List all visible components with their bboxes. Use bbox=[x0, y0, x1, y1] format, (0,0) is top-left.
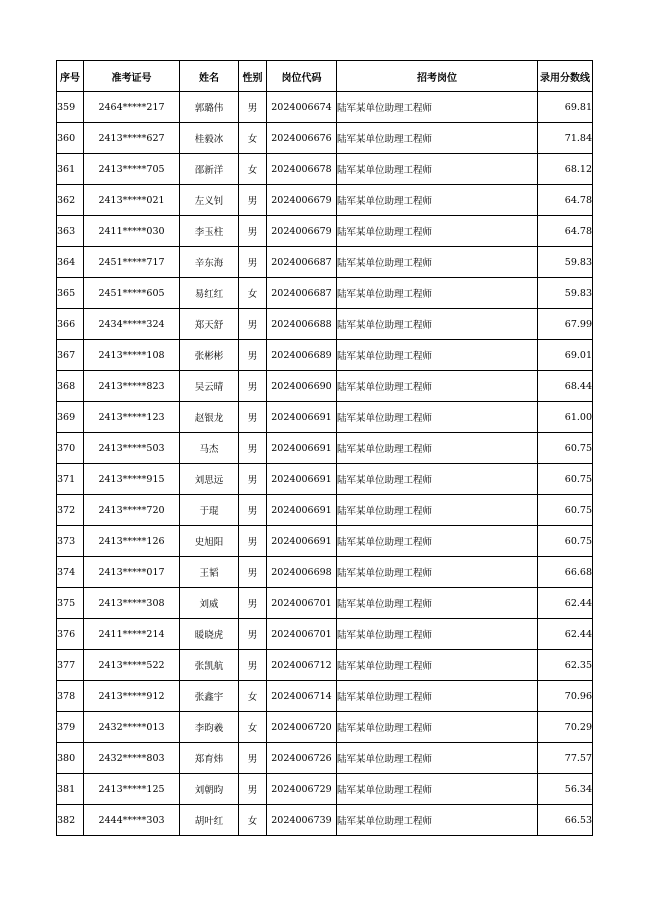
cell-position-code: 2024006679 bbox=[267, 185, 337, 216]
cell-candidate-id: 2411*****214 bbox=[84, 619, 180, 650]
cell-position: 陆军某单位助理工程师 bbox=[337, 154, 538, 185]
table-row bbox=[57, 526, 593, 557]
cell-index: 374 bbox=[57, 557, 84, 588]
cell-score: 62.35 bbox=[538, 650, 593, 681]
cell-gender: 女 bbox=[239, 805, 267, 836]
cell-candidate-id: 2411*****030 bbox=[84, 216, 180, 247]
table-row bbox=[57, 154, 593, 185]
cell-gender: 男 bbox=[239, 371, 267, 402]
cell-name: 郭璐伟 bbox=[180, 92, 239, 123]
cell-gender: 男 bbox=[239, 464, 267, 495]
cell-position: 陆军某单位助理工程师 bbox=[337, 743, 538, 774]
cell-candidate-id: 2434*****324 bbox=[84, 309, 180, 340]
table-row bbox=[57, 681, 593, 712]
cell-gender: 男 bbox=[239, 588, 267, 619]
table-row bbox=[57, 247, 593, 278]
cell-position-code: 2024006714 bbox=[267, 681, 337, 712]
header-position: 招考岗位 bbox=[337, 61, 538, 92]
cell-index: 360 bbox=[57, 123, 84, 154]
cell-score: 61.00 bbox=[538, 402, 593, 433]
cell-position-code: 2024006689 bbox=[267, 340, 337, 371]
cell-gender: 男 bbox=[239, 557, 267, 588]
cell-position-code: 2024006674 bbox=[267, 92, 337, 123]
cell-name: 赵银龙 bbox=[180, 402, 239, 433]
cell-name: 李昀羲 bbox=[180, 712, 239, 743]
table-row bbox=[57, 185, 593, 216]
header-position-code: 岗位代码 bbox=[267, 61, 337, 92]
cell-index: 373 bbox=[57, 526, 84, 557]
table-row bbox=[57, 340, 593, 371]
cell-name: 暖晓虎 bbox=[180, 619, 239, 650]
cell-gender: 男 bbox=[239, 495, 267, 526]
cell-gender: 男 bbox=[239, 743, 267, 774]
cell-candidate-id: 2413*****125 bbox=[84, 774, 180, 805]
cell-candidate-id: 2464*****217 bbox=[84, 92, 180, 123]
cell-candidate-id: 2444*****303 bbox=[84, 805, 180, 836]
header-index: 序号 bbox=[57, 61, 84, 92]
cell-index: 377 bbox=[57, 650, 84, 681]
cell-candidate-id: 2413*****123 bbox=[84, 402, 180, 433]
cell-score: 66.53 bbox=[538, 805, 593, 836]
cell-name: 桂毅冰 bbox=[180, 123, 239, 154]
cell-position: 陆军某单位助理工程师 bbox=[337, 402, 538, 433]
cell-position: 陆军某单位助理工程师 bbox=[337, 495, 538, 526]
cell-score: 59.83 bbox=[538, 278, 593, 309]
cell-index: 372 bbox=[57, 495, 84, 526]
cell-name: 刘思远 bbox=[180, 464, 239, 495]
cell-gender: 男 bbox=[239, 247, 267, 278]
cell-name: 张彬彬 bbox=[180, 340, 239, 371]
cell-gender: 女 bbox=[239, 681, 267, 712]
cell-position-code: 2024006729 bbox=[267, 774, 337, 805]
cell-gender: 男 bbox=[239, 309, 267, 340]
cell-index: 359 bbox=[57, 92, 84, 123]
cell-position: 陆军某单位助理工程师 bbox=[337, 619, 538, 650]
table-row bbox=[57, 433, 593, 464]
cell-score: 64.78 bbox=[538, 216, 593, 247]
table-row bbox=[57, 402, 593, 433]
cell-position: 陆军某单位助理工程师 bbox=[337, 464, 538, 495]
cell-candidate-id: 2413*****705 bbox=[84, 154, 180, 185]
cell-position-code: 2024006690 bbox=[267, 371, 337, 402]
cell-position: 陆军某单位助理工程师 bbox=[337, 340, 538, 371]
cell-score: 62.44 bbox=[538, 588, 593, 619]
cell-position-code: 2024006739 bbox=[267, 805, 337, 836]
cell-name: 刘威 bbox=[180, 588, 239, 619]
cell-name: 邵新洋 bbox=[180, 154, 239, 185]
cell-score: 69.01 bbox=[538, 340, 593, 371]
cell-score: 60.75 bbox=[538, 495, 593, 526]
cell-candidate-id: 2413*****021 bbox=[84, 185, 180, 216]
cell-candidate-id: 2413*****503 bbox=[84, 433, 180, 464]
cell-score: 68.12 bbox=[538, 154, 593, 185]
cell-index: 375 bbox=[57, 588, 84, 619]
table-row bbox=[57, 805, 593, 836]
cell-candidate-id: 2413*****126 bbox=[84, 526, 180, 557]
cell-gender: 男 bbox=[239, 619, 267, 650]
cell-index: 369 bbox=[57, 402, 84, 433]
cell-index: 367 bbox=[57, 340, 84, 371]
cell-index: 364 bbox=[57, 247, 84, 278]
cell-position: 陆军某单位助理工程师 bbox=[337, 371, 538, 402]
cell-position-code: 2024006701 bbox=[267, 619, 337, 650]
cell-name: 郑天舒 bbox=[180, 309, 239, 340]
cell-name: 史旭阳 bbox=[180, 526, 239, 557]
cell-gender: 男 bbox=[239, 774, 267, 805]
cell-name: 胡叶红 bbox=[180, 805, 239, 836]
cell-name: 刘朝昀 bbox=[180, 774, 239, 805]
cell-candidate-id: 2413*****308 bbox=[84, 588, 180, 619]
cell-position: 陆军某单位助理工程师 bbox=[337, 216, 538, 247]
cell-candidate-id: 2451*****717 bbox=[84, 247, 180, 278]
cell-candidate-id: 2413*****823 bbox=[84, 371, 180, 402]
table-row bbox=[57, 557, 593, 588]
cell-position: 陆军某单位助理工程师 bbox=[337, 681, 538, 712]
table-row bbox=[57, 92, 593, 123]
cell-position: 陆军某单位助理工程师 bbox=[337, 588, 538, 619]
cell-position: 陆军某单位助理工程师 bbox=[337, 278, 538, 309]
cell-position: 陆军某单位助理工程师 bbox=[337, 433, 538, 464]
cell-candidate-id: 2432*****013 bbox=[84, 712, 180, 743]
cell-name: 易红红 bbox=[180, 278, 239, 309]
cell-position-code: 2024006676 bbox=[267, 123, 337, 154]
cell-score: 77.57 bbox=[538, 743, 593, 774]
cell-score: 56.34 bbox=[538, 774, 593, 805]
cell-score: 60.75 bbox=[538, 433, 593, 464]
cell-position-code: 2024006691 bbox=[267, 402, 337, 433]
cell-index: 361 bbox=[57, 154, 84, 185]
cell-gender: 女 bbox=[239, 712, 267, 743]
cell-score: 60.75 bbox=[538, 526, 593, 557]
cell-position-code: 2024006698 bbox=[267, 557, 337, 588]
cell-position: 陆军某单位助理工程师 bbox=[337, 774, 538, 805]
cell-score: 70.29 bbox=[538, 712, 593, 743]
cell-position: 陆军某单位助理工程师 bbox=[337, 712, 538, 743]
cell-score: 68.44 bbox=[538, 371, 593, 402]
table-row bbox=[57, 712, 593, 743]
cell-position: 陆军某单位助理工程师 bbox=[337, 247, 538, 278]
table-row bbox=[57, 774, 593, 805]
table-row bbox=[57, 495, 593, 526]
cell-candidate-id: 2432*****803 bbox=[84, 743, 180, 774]
cell-index: 362 bbox=[57, 185, 84, 216]
cell-candidate-id: 2451*****605 bbox=[84, 278, 180, 309]
cell-index: 382 bbox=[57, 805, 84, 836]
cell-score: 67.99 bbox=[538, 309, 593, 340]
cell-position-code: 2024006712 bbox=[267, 650, 337, 681]
cell-index: 380 bbox=[57, 743, 84, 774]
cell-position: 陆军某单位助理工程师 bbox=[337, 650, 538, 681]
cell-position-code: 2024006691 bbox=[267, 526, 337, 557]
table-header-row bbox=[57, 61, 593, 92]
cell-position-code: 2024006720 bbox=[267, 712, 337, 743]
cell-index: 363 bbox=[57, 216, 84, 247]
cell-position: 陆军某单位助理工程师 bbox=[337, 123, 538, 154]
cell-candidate-id: 2413*****017 bbox=[84, 557, 180, 588]
header-score: 录用分数线 bbox=[538, 61, 593, 92]
cell-candidate-id: 2413*****915 bbox=[84, 464, 180, 495]
table-row bbox=[57, 650, 593, 681]
table-row bbox=[57, 309, 593, 340]
cell-candidate-id: 2413*****108 bbox=[84, 340, 180, 371]
cell-name: 张鑫宇 bbox=[180, 681, 239, 712]
cell-index: 370 bbox=[57, 433, 84, 464]
table-row bbox=[57, 216, 593, 247]
cell-position-code: 2024006687 bbox=[267, 247, 337, 278]
table-row bbox=[57, 588, 593, 619]
cell-position: 陆军某单位助理工程师 bbox=[337, 526, 538, 557]
cell-candidate-id: 2413*****912 bbox=[84, 681, 180, 712]
cell-position-code: 2024006679 bbox=[267, 216, 337, 247]
cell-index: 368 bbox=[57, 371, 84, 402]
cell-position: 陆军某单位助理工程师 bbox=[337, 185, 538, 216]
cell-name: 辛东海 bbox=[180, 247, 239, 278]
cell-score: 64.78 bbox=[538, 185, 593, 216]
cell-position-code: 2024006687 bbox=[267, 278, 337, 309]
cell-index: 365 bbox=[57, 278, 84, 309]
cell-name: 王韬 bbox=[180, 557, 239, 588]
cell-gender: 男 bbox=[239, 340, 267, 371]
results-table bbox=[56, 60, 593, 836]
cell-candidate-id: 2413*****627 bbox=[84, 123, 180, 154]
cell-name: 李玉柱 bbox=[180, 216, 239, 247]
cell-position: 陆军某单位助理工程师 bbox=[337, 557, 538, 588]
cell-position-code: 2024006691 bbox=[267, 495, 337, 526]
cell-index: 371 bbox=[57, 464, 84, 495]
cell-name: 吴云晴 bbox=[180, 371, 239, 402]
table-row bbox=[57, 619, 593, 650]
cell-score: 71.84 bbox=[538, 123, 593, 154]
cell-gender: 男 bbox=[239, 402, 267, 433]
cell-index: 366 bbox=[57, 309, 84, 340]
cell-index: 378 bbox=[57, 681, 84, 712]
cell-position-code: 2024006678 bbox=[267, 154, 337, 185]
cell-name: 张凯航 bbox=[180, 650, 239, 681]
cell-score: 69.81 bbox=[538, 92, 593, 123]
table-row bbox=[57, 278, 593, 309]
cell-name: 马杰 bbox=[180, 433, 239, 464]
table-row bbox=[57, 743, 593, 774]
cell-position-code: 2024006691 bbox=[267, 464, 337, 495]
table-row bbox=[57, 464, 593, 495]
cell-score: 66.68 bbox=[538, 557, 593, 588]
cell-score: 62.44 bbox=[538, 619, 593, 650]
cell-position-code: 2024006726 bbox=[267, 743, 337, 774]
cell-score: 60.75 bbox=[538, 464, 593, 495]
cell-gender: 男 bbox=[239, 433, 267, 464]
cell-score: 59.83 bbox=[538, 247, 593, 278]
cell-gender: 男 bbox=[239, 92, 267, 123]
cell-gender: 男 bbox=[239, 185, 267, 216]
cell-position: 陆军某单位助理工程师 bbox=[337, 92, 538, 123]
cell-index: 379 bbox=[57, 712, 84, 743]
cell-name: 左义钊 bbox=[180, 185, 239, 216]
cell-gender: 男 bbox=[239, 526, 267, 557]
cell-gender: 女 bbox=[239, 278, 267, 309]
table-body bbox=[57, 92, 593, 836]
cell-name: 郑育炜 bbox=[180, 743, 239, 774]
cell-index: 381 bbox=[57, 774, 84, 805]
cell-score: 70.96 bbox=[538, 681, 593, 712]
cell-position-code: 2024006691 bbox=[267, 433, 337, 464]
cell-index: 376 bbox=[57, 619, 84, 650]
header-candidate-id: 准考证号 bbox=[84, 61, 180, 92]
header-gender: 性别 bbox=[239, 61, 267, 92]
header-name: 姓名 bbox=[180, 61, 239, 92]
cell-position: 陆军某单位助理工程师 bbox=[337, 805, 538, 836]
table-row bbox=[57, 123, 593, 154]
cell-gender: 女 bbox=[239, 123, 267, 154]
cell-gender: 女 bbox=[239, 154, 267, 185]
cell-candidate-id: 2413*****522 bbox=[84, 650, 180, 681]
cell-gender: 男 bbox=[239, 216, 267, 247]
cell-candidate-id: 2413*****720 bbox=[84, 495, 180, 526]
cell-name: 于琨 bbox=[180, 495, 239, 526]
cell-position: 陆军某单位助理工程师 bbox=[337, 309, 538, 340]
table-row bbox=[57, 371, 593, 402]
cell-gender: 男 bbox=[239, 650, 267, 681]
cell-position-code: 2024006701 bbox=[267, 588, 337, 619]
cell-position-code: 2024006688 bbox=[267, 309, 337, 340]
